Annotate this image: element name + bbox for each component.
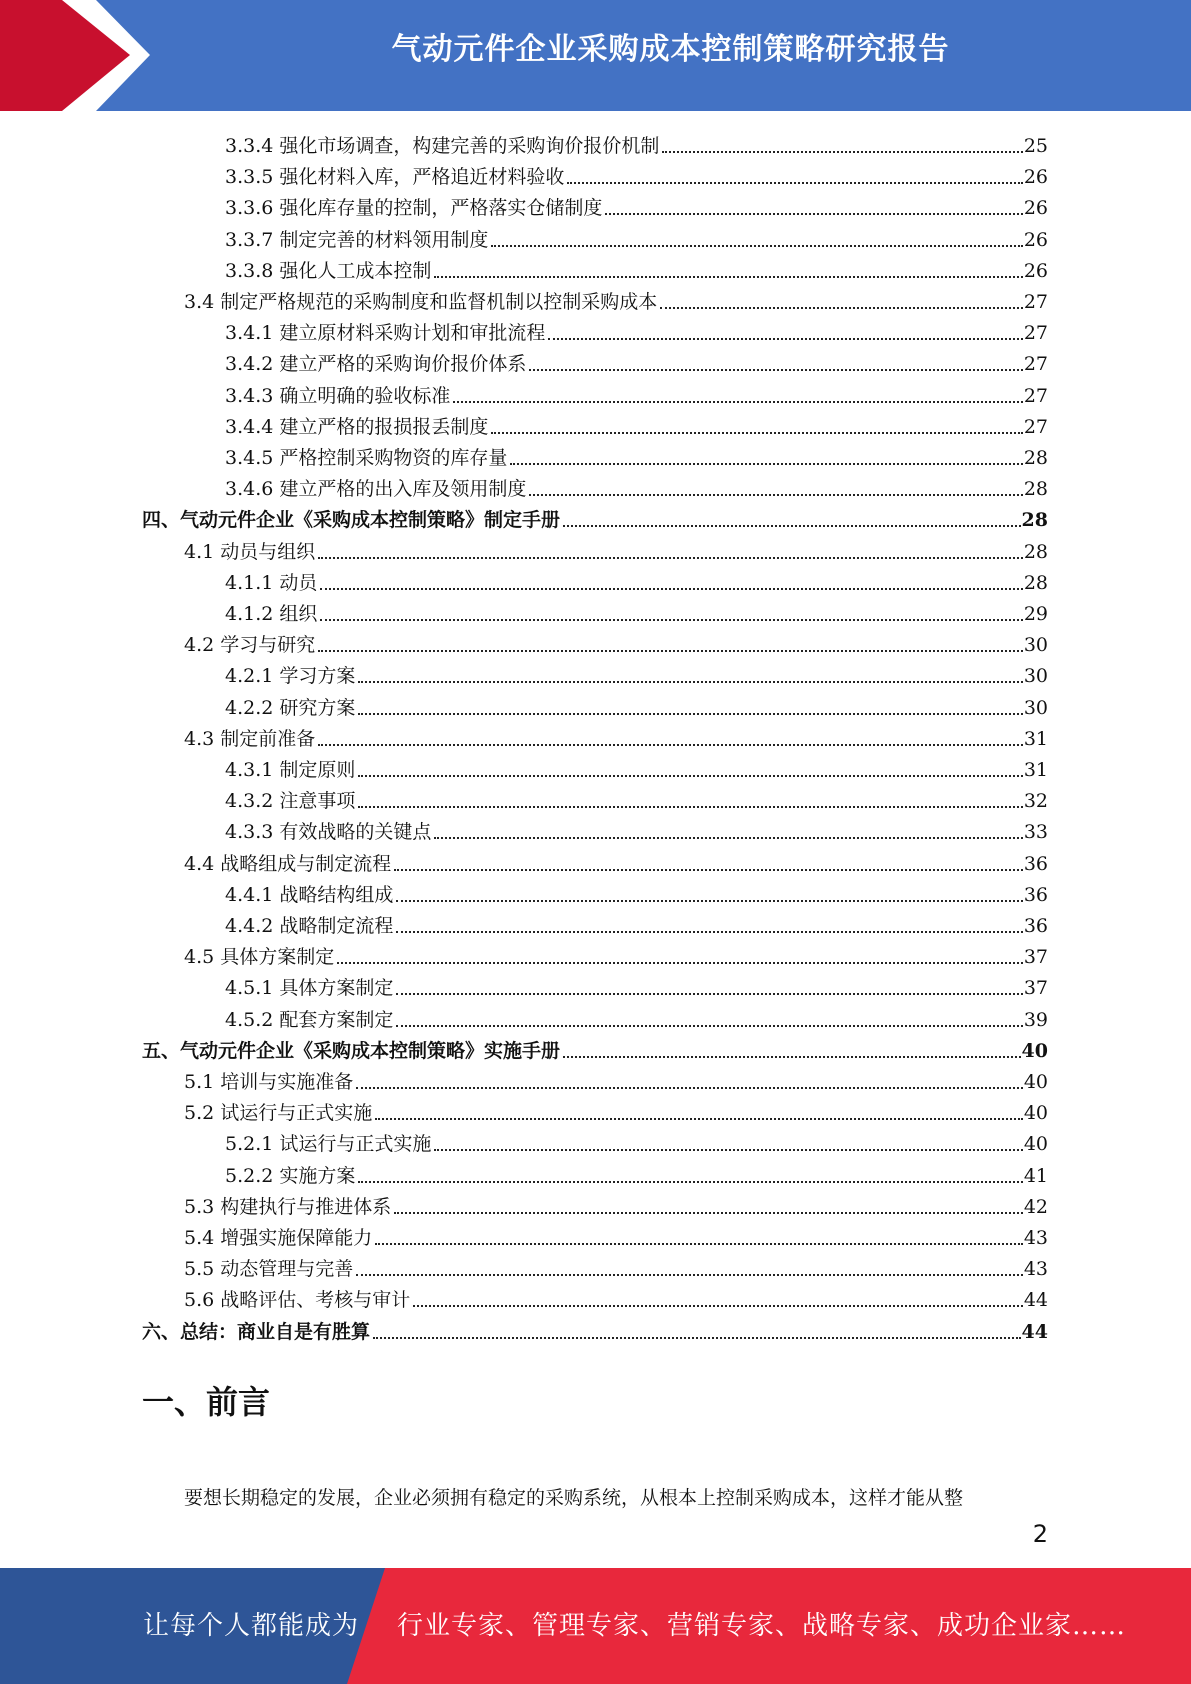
toc-entry-page: 40 (1021, 1039, 1048, 1062)
toc-entry-label: 5.5 动态管理与完善 (184, 1258, 354, 1281)
toc-entry[interactable] (184, 1281, 1048, 1312)
toc-dot-leader (548, 338, 1022, 340)
toc-dot-leader (434, 1149, 1022, 1151)
toc-entry[interactable] (184, 1188, 1048, 1219)
toc-dot-leader (491, 432, 1022, 434)
toc-dot-leader (375, 1118, 1023, 1120)
toc-entry[interactable] (184, 720, 1048, 751)
toc-dot-leader (358, 1181, 1022, 1183)
footer-slogan-left: 让每个人都能成为 (143, 1611, 360, 1641)
toc-dot-leader (396, 993, 1022, 995)
toc-dot-leader (434, 276, 1022, 278)
header-chevron-decoration (0, 0, 160, 111)
toc-entry[interactable] (184, 533, 1048, 564)
toc-dot-leader (396, 931, 1022, 933)
toc-entry-label: 3.4.5 严格控制采购物资的库存量 (225, 447, 508, 469)
toc-dot-leader (396, 1025, 1022, 1027)
footer-slogan-right: 行业专家、管理专家、营销专家、战略专家、成功企业家…… (397, 1611, 1127, 1641)
toc-entry-label: 5.2.2 实施方案 (225, 1164, 356, 1187)
toc-dot-leader (453, 401, 1022, 403)
toc-entry-label: 4.4.2 战略制定流程 (225, 915, 394, 937)
toc-entry-label: 5.2 试运行与正式实施 (184, 1102, 373, 1125)
toc-entry[interactable] (225, 813, 1048, 844)
toc-dot-leader (563, 525, 1021, 527)
toc-entry-page: 27 (1023, 322, 1048, 345)
toc-entry[interactable] (184, 938, 1048, 969)
toc-entry-page: 33 (1023, 821, 1048, 844)
toc-entry-label: 3.4.6 建立严格的出入库及领用制度 (225, 478, 527, 501)
toc-entry-label: 4.5.1 具体方案制定 (225, 977, 394, 1000)
toc-entry-page: 42 (1023, 1195, 1048, 1218)
toc-entry-page: 36 (1023, 915, 1048, 937)
toc-entry[interactable] (225, 252, 1048, 283)
toc-dot-leader (356, 1274, 1023, 1276)
toc-entry-label: 4.1.1 动员 (225, 571, 318, 594)
toc-entry-page: 27 (1023, 291, 1048, 313)
toc-dot-leader (491, 245, 1022, 247)
toc-entry-page: 26 (1023, 197, 1048, 220)
toc-dot-leader (375, 1243, 1023, 1245)
toc-entry-label: 3.4.2 建立严格的采购询价报价体系 (225, 353, 527, 376)
toc-entry-page: 41 (1023, 1164, 1048, 1187)
toc-entry-label: 3.4.4 建立严格的报损报丢制度 (225, 415, 489, 438)
toc-entry[interactable] (184, 626, 1048, 657)
toc-dot-leader (356, 1087, 1023, 1089)
toc-entry[interactable] (142, 501, 1048, 532)
toc-dot-leader (373, 1337, 1021, 1339)
page-number: 2 (1032, 1520, 1048, 1548)
toc-entry-label: 4.3.3 有效战略的关键点 (225, 821, 432, 844)
toc-entry-label: 3.4.3 确立明确的验收标准 (225, 384, 451, 407)
toc-entry[interactable] (142, 1032, 1048, 1063)
toc-dot-leader (358, 775, 1022, 777)
toc-entry-label: 4.5.2 配套方案制定 (225, 1008, 394, 1031)
toc-entry[interactable] (225, 127, 1048, 158)
toc-entry[interactable] (184, 845, 1048, 876)
toc-entry-page: 32 (1023, 790, 1048, 813)
toc-entry-label: 4.5 具体方案制定 (184, 946, 335, 969)
toc-entry-page: 26 (1023, 166, 1048, 189)
toc-entry-page: 27 (1023, 353, 1048, 376)
toc-entry[interactable] (225, 969, 1048, 1000)
toc-dot-leader (660, 307, 1023, 309)
toc-entry[interactable] (225, 314, 1048, 345)
toc-entry-label: 4.3.1 制定原则 (225, 759, 356, 781)
toc-entry-page: 27 (1023, 384, 1048, 407)
toc-entry-page: 30 (1023, 665, 1048, 688)
toc-entry[interactable] (225, 876, 1048, 907)
toc-entry[interactable] (225, 1157, 1048, 1188)
toc-entry-label: 5.3 构建执行与推进体系 (184, 1195, 392, 1218)
toc-entry-label: 五、气动元件企业《采购成本控制策略》实施手册 (142, 1039, 561, 1062)
toc-entry-label: 4.1.2 组织 (225, 603, 318, 625)
toc-entry-label: 六、总结：商业自是有胜算 (142, 1320, 371, 1343)
toc-dot-leader (318, 744, 1023, 746)
toc-entry[interactable] (225, 657, 1048, 688)
toc-entry-page: 25 (1023, 135, 1048, 157)
toc-entry-page: 28 (1023, 478, 1048, 501)
toc-entry-page: 31 (1023, 727, 1048, 750)
toc-entry-label: 3.3.7 制定完善的材料领用制度 (225, 228, 489, 251)
toc-dot-leader (510, 463, 1022, 465)
toc-entry[interactable] (184, 1063, 1048, 1094)
toc-dot-leader (358, 681, 1022, 683)
toc-entry-label: 3.3.6 强化库存量的控制，严格落实仓储制度 (225, 197, 603, 220)
toc-entry-label: 4.2.1 学习方案 (225, 665, 356, 688)
toc-entry-label: 4.2 学习与研究 (184, 634, 316, 657)
toc-entry-page: 28 (1023, 540, 1048, 563)
toc-entry[interactable] (225, 408, 1048, 439)
toc-entry[interactable] (142, 1313, 1048, 1344)
toc-entry-label: 5.2.1 试运行与正式实施 (225, 1133, 432, 1156)
toc-entry-label: 5.1 培训与实施准备 (184, 1071, 354, 1093)
toc-entry-page: 39 (1023, 1008, 1048, 1031)
toc-entry[interactable] (225, 439, 1048, 470)
toc-entry-label: 3.4 制定严格规范的采购制度和监督机制以控制采购成本 (184, 291, 658, 313)
toc-entry-label: 四、气动元件企业《采购成本控制策略》制定手册 (142, 509, 561, 532)
section-heading: 一、前言 (142, 1383, 271, 1421)
toc-entry[interactable] (184, 283, 1048, 314)
toc-entry-page: 40 (1023, 1102, 1048, 1125)
toc-entry-label: 4.4 战略组成与制定流程 (184, 852, 392, 875)
toc-entry-page: 40 (1023, 1071, 1048, 1093)
toc-entry-label: 3.3.8 强化人工成本控制 (225, 259, 432, 282)
toc-entry-page: 43 (1023, 1258, 1048, 1281)
toc-dot-leader (529, 494, 1022, 496)
toc-entry-page: 29 (1023, 603, 1048, 625)
toc-dot-leader (337, 962, 1023, 964)
toc-entry-label: 4.1 动员与组织 (184, 540, 316, 563)
toc-dot-leader (529, 369, 1022, 371)
toc-entry[interactable] (225, 470, 1048, 501)
toc-dot-leader (567, 182, 1022, 184)
toc-entry-page: 28 (1023, 571, 1048, 594)
toc-entry[interactable] (225, 1001, 1048, 1032)
toc-entry[interactable] (225, 377, 1048, 408)
toc-entry-page: 26 (1023, 228, 1048, 251)
toc-entry[interactable] (225, 345, 1048, 376)
toc-dot-leader (394, 869, 1023, 871)
toc-entry[interactable] (184, 1094, 1048, 1125)
toc-entry-page: 44 (1021, 1320, 1048, 1343)
toc-entry-page: 28 (1023, 447, 1048, 469)
toc-entry-page: 30 (1023, 634, 1048, 657)
toc-entry[interactable] (184, 1250, 1048, 1281)
page-footer (0, 1568, 1191, 1684)
toc-dot-leader (358, 713, 1022, 715)
toc-dot-leader (320, 588, 1022, 590)
toc-entry[interactable] (225, 564, 1048, 595)
toc-entry[interactable] (225, 782, 1048, 813)
toc-dot-leader (396, 900, 1022, 902)
toc-entry-page: 37 (1023, 946, 1048, 969)
toc-entry[interactable] (225, 189, 1048, 220)
toc-dot-leader (563, 1056, 1021, 1058)
toc-entry[interactable] (184, 1219, 1048, 1250)
toc-entry[interactable] (225, 689, 1048, 720)
toc-entry-label: 4.3.2 注意事项 (225, 790, 356, 813)
toc-entry-page: 40 (1023, 1133, 1048, 1156)
toc-entry-page: 31 (1023, 759, 1048, 781)
toc-entry-page: 44 (1023, 1289, 1048, 1312)
body-paragraph: 要想长期稳定的发展，企业必须拥有稳定的采购系统，从根本上控制采购成本，这样才能从整 (184, 1487, 964, 1509)
toc-entry-label: 5.4 增强实施保障能力 (184, 1227, 373, 1249)
document-title: 气动元件企业采购成本控制策略研究报告 (391, 32, 950, 67)
toc-dot-leader (320, 619, 1022, 621)
toc-entry-page: 28 (1021, 509, 1048, 532)
toc-entry[interactable] (225, 1125, 1048, 1156)
toc-entry[interactable] (225, 751, 1048, 782)
toc-entry-page: 26 (1023, 259, 1048, 282)
toc-entry-label: 3.3.5 强化材料入库，严格追近材料验收 (225, 166, 565, 189)
toc-dot-leader (358, 806, 1022, 808)
page-header (0, 0, 1191, 111)
toc-entry-page: 30 (1023, 696, 1048, 719)
toc-entry[interactable] (225, 158, 1048, 189)
toc-entry[interactable] (225, 595, 1048, 626)
toc-entry-label: 4.4.1 战略结构组成 (225, 883, 394, 906)
toc-entry-page: 43 (1023, 1227, 1048, 1249)
toc-dot-leader (434, 837, 1022, 839)
toc-entry-label: 5.6 战略评估、考核与审计 (184, 1289, 411, 1312)
toc-entry-page: 37 (1023, 977, 1048, 1000)
toc-dot-leader (662, 151, 1022, 153)
toc-dot-leader (394, 1212, 1023, 1214)
toc-entry-page: 36 (1023, 852, 1048, 875)
toc-entry-page: 27 (1023, 415, 1048, 438)
toc-entry-label: 3.4.1 建立原材料采购计划和审批流程 (225, 322, 546, 345)
toc-dot-leader (605, 213, 1022, 215)
toc-entry-label: 3.3.4 强化市场调查，构建完善的采购询价报价机制 (225, 135, 660, 157)
toc-entry[interactable] (225, 221, 1048, 252)
toc-dot-leader (318, 557, 1023, 559)
toc-entry-label: 4.3 制定前准备 (184, 727, 316, 750)
toc-entry[interactable] (225, 907, 1048, 938)
toc-dot-leader (318, 650, 1023, 652)
toc-dot-leader (413, 1305, 1023, 1307)
toc-entry-page: 36 (1023, 883, 1048, 906)
toc-entry-label: 4.2.2 研究方案 (225, 696, 356, 719)
